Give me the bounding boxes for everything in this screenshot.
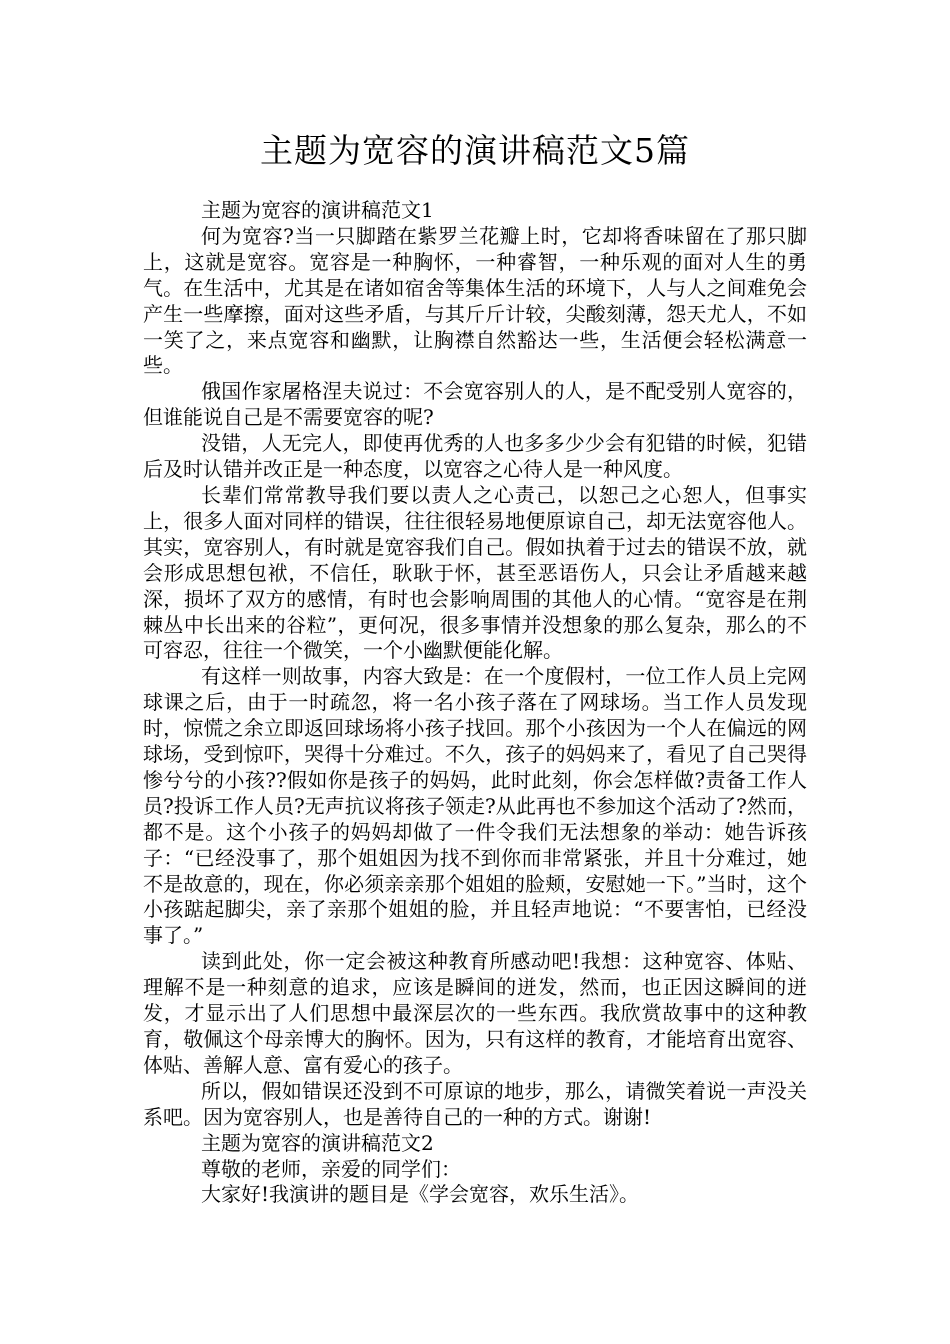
section-heading-1: 主题为宽容的演讲稿范文1 bbox=[201, 198, 434, 222]
paragraph: 有这样一则故事，内容大致是：在一个度假村，一位工作人员上完网球课之后，由于一时疏忽，将一名小孩子落在了网球场。当工作人员发现时，惊慌之余立即返回球场将小孩子找回。那个小孩因为一个人在偏远的网球场，受到惊吓，哭得十分难过。不久，孩子的妈妈来了，看见了自己哭得惨兮兮的小孩??假如你是孩子的妈妈，此时此刻，你会怎样做?责备工作人员?投诉工作人员?无声抗议将孩子领走?从此再也不参加这个活动了?然而，都不是。这个小孩子的妈妈却做了一件令我们无法想象的举动：她告诉孩子：“已经没事了，那个姐姐因为找不到你而非常紧张，并且十分难过，她不是故意的，现在，你必须亲亲那个姐姐的脸颊，安慰她一下。”当时，这个小孩踮起脚尖，亲了亲那个姐姐的脸，并且轻声地说：“不要害怕，已经没事了。” bbox=[143, 664, 807, 948]
paragraph: 没错，人无完人，即使再优秀的人也多多少少会有犯错的时候，犯错后及时认错并改正是一种态度，以宽容之心待人是一种风度。 bbox=[143, 431, 807, 482]
paragraph: 俄国作家屠格涅夫说过：不会宽容别人的人，是不配受别人宽容的，但谁能说自己是不需要宽容的呢? bbox=[143, 379, 807, 430]
paragraph: 大家好!我演讲的题目是《学会宽容，欢乐生活》。 bbox=[201, 1182, 640, 1207]
document-body bbox=[143, 198, 807, 1208]
paragraph: 长辈们常常教导我们要以责人之心责己，以恕己之心恕人，但事实上，很多人面对同样的错误，往往很轻易地便原谅自己，却无法宽容他人。其实，宽容别人，有时就是宽容我们自己。假如执着于过去的错误不放，就会形成思想包袱，不信任，耿耿于怀，甚至恶语伤人，只会让矛盾越来越深，损坏了双方的感情，有时也会影响周围的其他人的心情。“宽容是在荆棘丛中长出来的谷粒”，更何况，很多事情并没想象的那么复杂，那么的不可容忍，往往一个微笑，一个小幽默便能化解。 bbox=[143, 482, 807, 663]
paragraph: 读到此处，你一定会被这种教育所感动吧!我想：这种宽容、体贴、理解不是一种刻意的追求，应该是瞬间的迸发，然而，也正因这瞬间的迸发，才显示出了人们思想中最深层次的一些东西。我欣赏故事中的这种教育，敬佩这个母亲博大的胸怀。因为，只有这样的教育，才能培育出宽容、体贴、善解人意、富有爱心的孩子。 bbox=[143, 949, 807, 1077]
salutation: 尊敬的老师，亲爱的同学们： bbox=[201, 1156, 461, 1181]
document-title: 主题为宽容的演讲稿范文5篇 bbox=[260, 131, 690, 170]
paragraph: 所以，假如错误还没到不可原谅的地步，那么，请微笑着说一声没关系吧。因为宽容别人，也是善待自己的一种的方式。谢谢! bbox=[143, 1078, 807, 1129]
paragraph: 何为宽容?当一只脚踏在紫罗兰花瓣上时，它却将香味留在了那只脚上，这就是宽容。宽容是一种胸怀，一种睿智，一种乐观的面对人生的勇气。在生活中，尤其是在诸如宿舍等集体生活的环境下，人与人之间难免会产生一些摩擦，面对这些矛盾，与其斤斤计较，尖酸刻薄，怨天尤人，不如一笑了之，来点宽容和幽默，让胸襟自然豁达一些，生活便会轻松满意一些。 bbox=[143, 223, 807, 378]
section-heading-2: 主题为宽容的演讲稿范文2 bbox=[201, 1130, 434, 1155]
